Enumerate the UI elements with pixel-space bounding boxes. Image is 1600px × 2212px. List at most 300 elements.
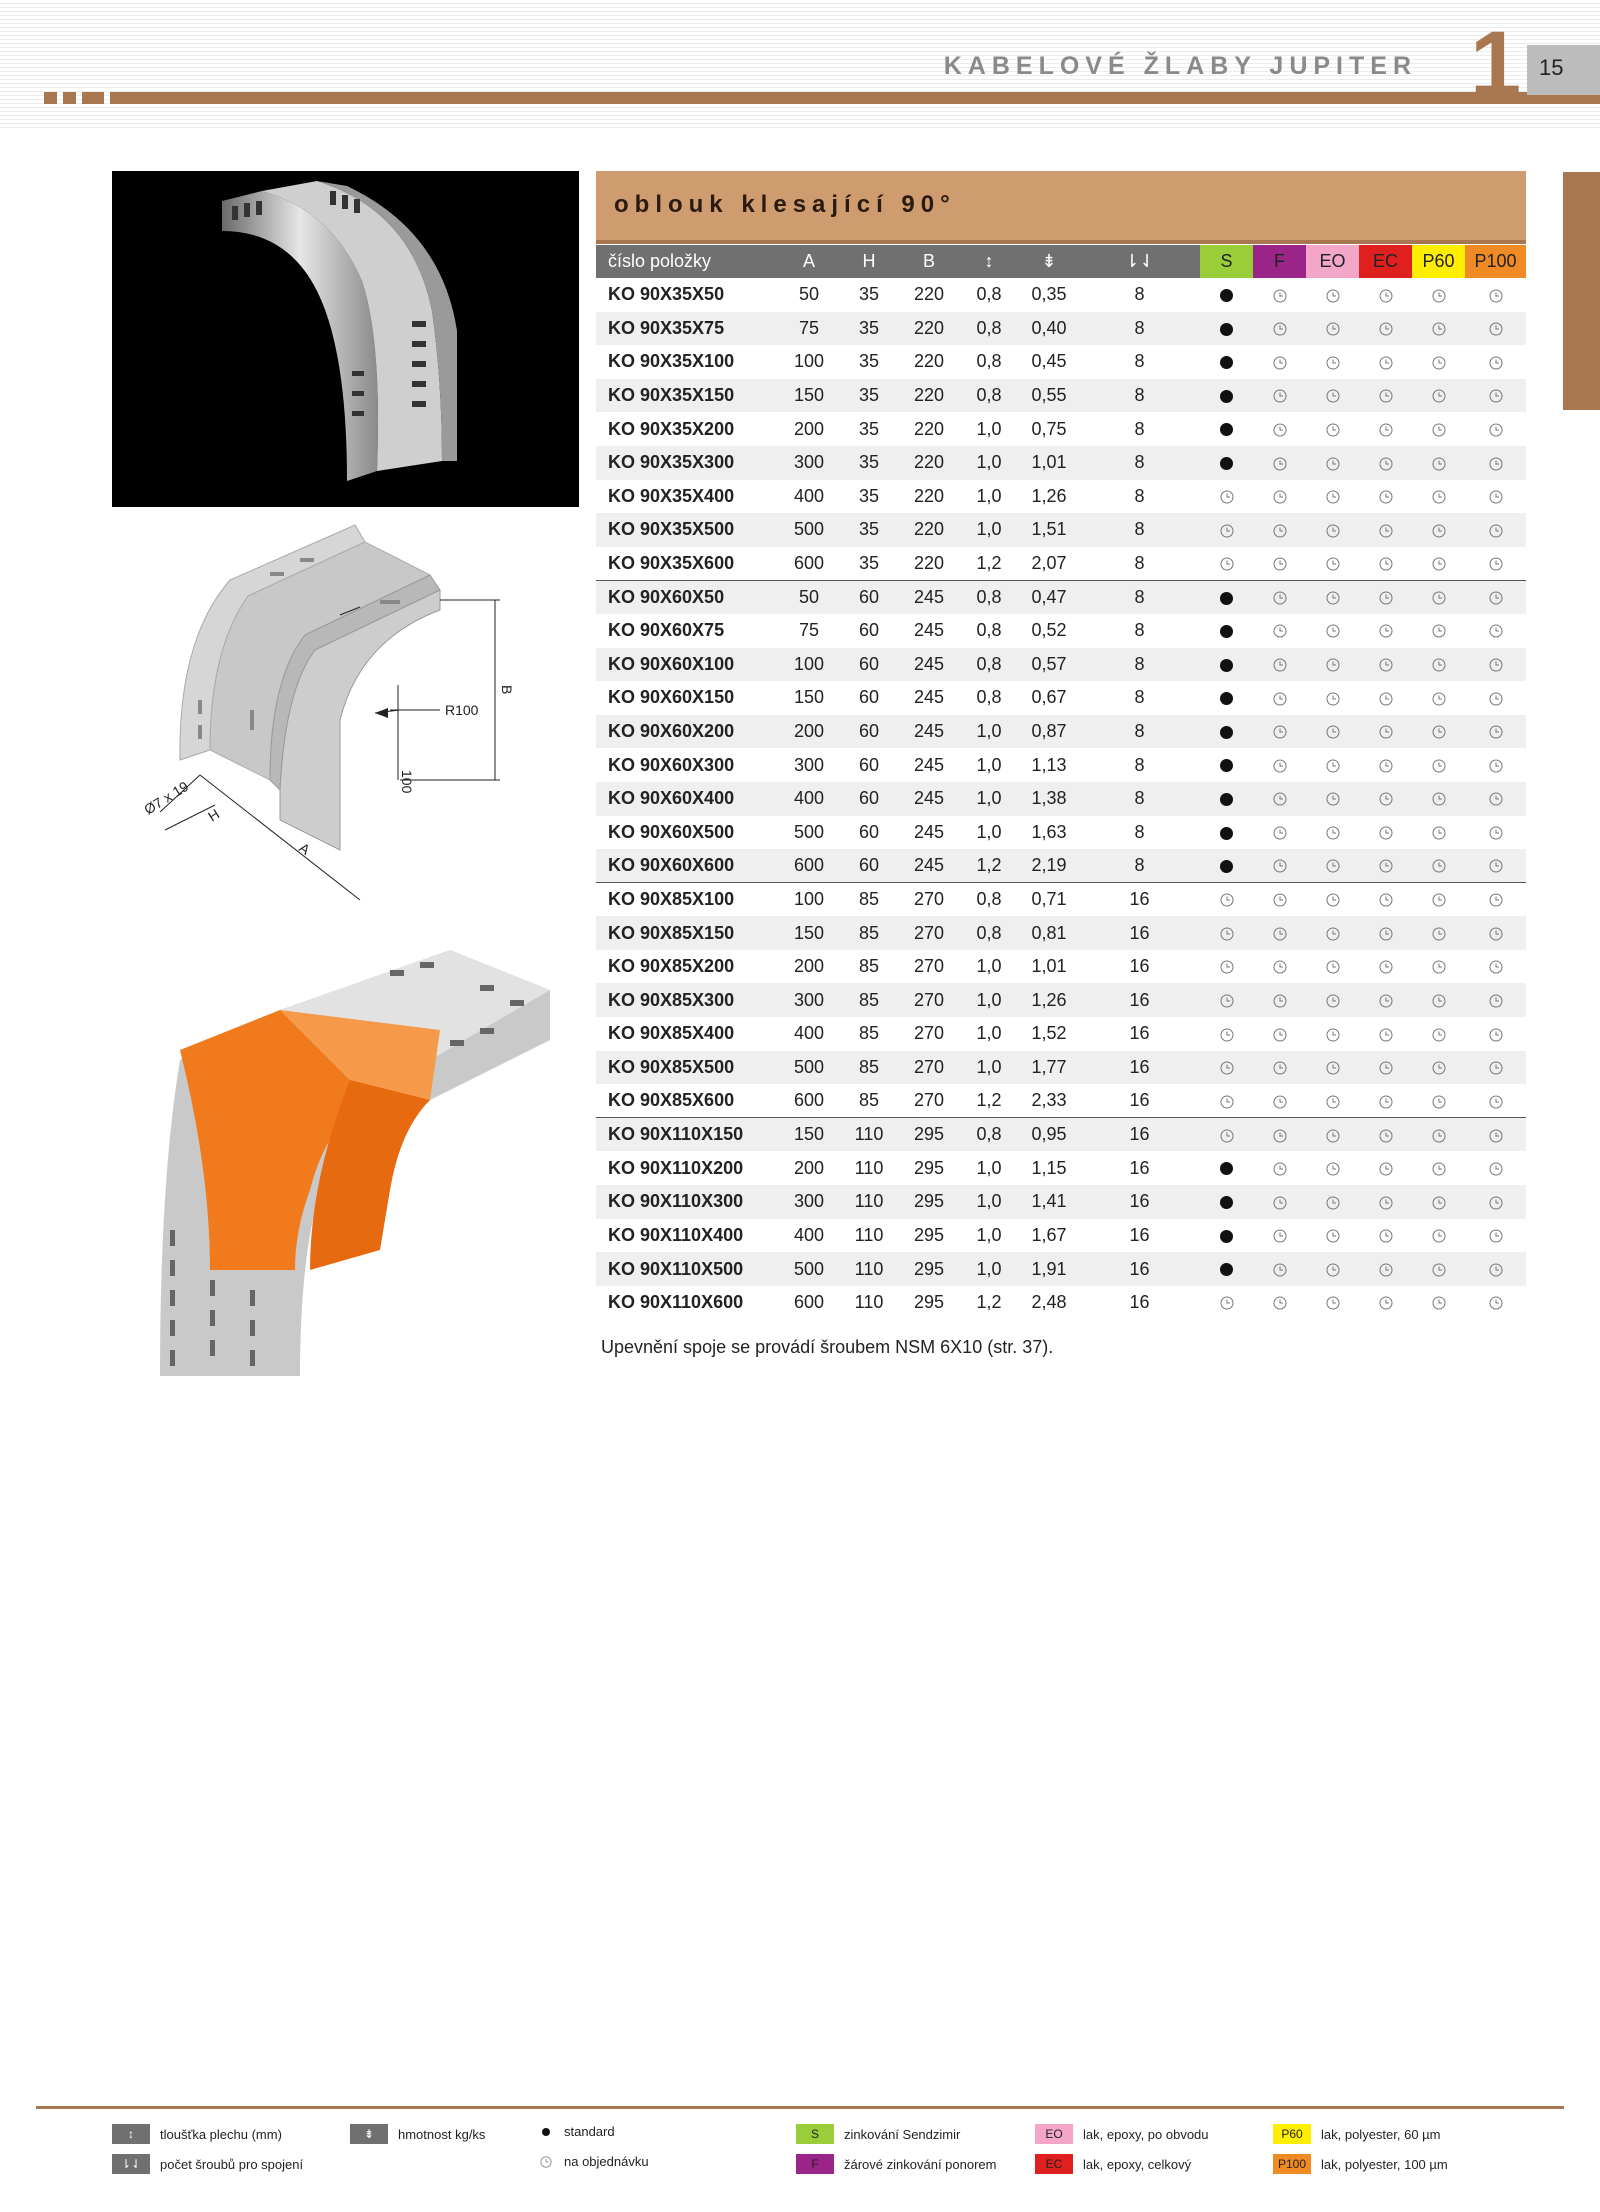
clock-icon: [1432, 1292, 1446, 1312]
cell-bolts: 8: [1079, 446, 1200, 480]
clock-icon: [1220, 990, 1234, 1010]
clock-icon: [1379, 1057, 1393, 1077]
cell-h: 60: [839, 648, 899, 682]
clock-icon: [1489, 990, 1503, 1010]
cell-bolts: 8: [1079, 782, 1200, 816]
clock-icon: [1326, 284, 1340, 304]
clock-icon: [1432, 956, 1446, 976]
clock-icon: [1379, 519, 1393, 539]
clock-icon: [1489, 318, 1503, 338]
clock-icon: [1273, 855, 1287, 875]
clock-icon: [1379, 956, 1393, 976]
clock-icon: [1326, 452, 1340, 472]
cell-ec: [1359, 1118, 1412, 1152]
cell-weight: 0,55: [1019, 379, 1079, 413]
clock-icon: [1273, 587, 1287, 607]
cell-h: 35: [858, 351, 880, 372]
cell-h: 35: [839, 312, 899, 346]
cell-thickness: 1,2: [976, 1292, 1002, 1313]
cell-f: [1253, 782, 1306, 816]
cell-h: 85: [839, 883, 899, 917]
cell-weight: 1,63: [1031, 821, 1067, 842]
dot-icon: [532, 2128, 560, 2136]
clock-icon: [1379, 990, 1393, 1010]
clock-icon: [1432, 318, 1446, 338]
cell-code: KO 90X35X150: [596, 379, 779, 413]
cell-b: 220: [913, 485, 945, 506]
clock-icon: [1326, 889, 1340, 909]
cell-s: [1200, 1051, 1253, 1085]
cell-ec: [1359, 782, 1412, 816]
clock-icon: [532, 2156, 560, 2168]
table-row: [596, 412, 1526, 446]
cell-p100: [1465, 748, 1526, 782]
clock-icon: [1379, 1225, 1393, 1245]
cell-p100: [1465, 345, 1526, 379]
cell-code: KO 90X85X300: [596, 983, 779, 1017]
cell-a: 75: [779, 312, 839, 346]
cell-b: 245: [899, 715, 959, 749]
cell-f: [1253, 816, 1306, 850]
legend-p60: [1273, 2124, 1441, 2144]
cell-p100: [1465, 446, 1526, 480]
clock-icon: [1326, 1124, 1340, 1144]
dot-icon: [1220, 457, 1233, 470]
clock-icon: [1379, 755, 1393, 775]
cell-b: 220: [899, 446, 959, 480]
cell-weight: 0,81: [1019, 916, 1079, 950]
chapter-number: 1: [1470, 13, 1522, 115]
cell-thickness: 0,8: [976, 284, 1002, 305]
cell-p60: [1412, 446, 1465, 480]
cell-weight: 2,48: [1031, 1292, 1067, 1313]
cell-thickness: 0,8: [959, 1118, 1019, 1152]
clock-icon: [1489, 855, 1503, 875]
clock-icon: [1489, 889, 1503, 909]
cell-code: KO 90X110X300: [596, 1185, 779, 1219]
cell-f: [1253, 748, 1306, 782]
cell-s: [1200, 1286, 1253, 1320]
col-header-code: číslo položky: [596, 245, 779, 278]
cell-a: 400: [779, 782, 839, 816]
cell-weight: 0,47: [1019, 580, 1079, 614]
clock-icon: [1432, 889, 1446, 909]
clock-icon: [1489, 1292, 1503, 1312]
clock-icon: [1379, 620, 1393, 640]
cell-b: 270: [899, 1051, 959, 1085]
clock-icon: [1326, 654, 1340, 674]
cell-code: KO 90X60X100: [596, 648, 779, 682]
clock-icon: [1432, 519, 1446, 539]
cell-bolts: 8: [1134, 687, 1145, 708]
cell-f: [1253, 412, 1306, 446]
clock-icon: [1489, 519, 1503, 539]
cell-f: [1253, 983, 1306, 1017]
clock-icon: [1273, 486, 1287, 506]
legend-s-text: zinkování Sendzimir: [844, 2126, 961, 2142]
cell-ec: [1359, 278, 1412, 312]
cell-a: 200: [793, 1157, 825, 1178]
cell-f: [1253, 446, 1306, 480]
cell-f: [1253, 1017, 1306, 1051]
table-row: [596, 379, 1526, 413]
cell-eo: [1306, 312, 1359, 346]
clock-icon: [1220, 1292, 1234, 1312]
cell-bolts: 8: [1134, 351, 1145, 372]
cell-f: [1253, 883, 1306, 917]
cell-thickness: 1,0: [976, 485, 1002, 506]
cell-ec: [1359, 715, 1412, 749]
cell-thickness: 1,0: [959, 715, 1019, 749]
cell-a: 400: [793, 485, 825, 506]
clock-icon: [1379, 452, 1393, 472]
clock-icon: [1326, 788, 1340, 808]
cell-eo: [1306, 580, 1359, 614]
cell-ec: [1359, 312, 1412, 346]
cell-h: 35: [858, 284, 880, 305]
clock-icon: [1326, 755, 1340, 775]
table-row: [596, 1051, 1526, 1085]
legend-thickness: [112, 2124, 282, 2144]
clock-icon: [1273, 452, 1287, 472]
cell-bolts: 8: [1079, 379, 1200, 413]
cell-s: [1200, 614, 1253, 648]
cell-ec: [1359, 681, 1412, 715]
cell-a: 150: [793, 687, 825, 708]
clock-icon: [1273, 1124, 1287, 1144]
thickness-icon: ↕: [112, 2124, 150, 2144]
clock-icon: [1326, 419, 1340, 439]
cell-weight: 1,15: [1031, 1157, 1067, 1178]
cell-s: [1200, 983, 1253, 1017]
clock-icon: [1326, 1292, 1340, 1312]
cell-a: 200: [793, 418, 825, 439]
clock-icon: [1379, 1259, 1393, 1279]
cell-b: 295: [913, 1292, 945, 1313]
cell-h: 60: [839, 782, 899, 816]
cell-p100: [1465, 513, 1526, 547]
clock-icon: [1489, 654, 1503, 674]
legend-s: [796, 2124, 960, 2144]
cell-eo: [1306, 748, 1359, 782]
cell-a: 400: [793, 1023, 825, 1044]
clock-icon: [1273, 654, 1287, 674]
cell-eo: [1306, 883, 1359, 917]
legend-p100-text: lak, polyester, 100 µm: [1321, 2156, 1448, 2172]
cell-b: 295: [913, 1157, 945, 1178]
col-header-a: A: [779, 245, 839, 278]
cell-h: 110: [854, 1157, 884, 1178]
clock-icon: [1432, 654, 1446, 674]
cell-weight: 1,26: [1031, 485, 1067, 506]
cell-weight: 2,07: [1031, 552, 1067, 573]
table-row: [596, 816, 1526, 850]
table-body: [596, 278, 1526, 1319]
product-table: [596, 245, 1526, 1319]
cell-ec: [1359, 580, 1412, 614]
clock-icon: [1432, 351, 1446, 371]
section-title: oblouk klesající 90°: [614, 191, 956, 218]
clock-icon: [1273, 519, 1287, 539]
table-row: [596, 916, 1526, 950]
cell-eo: [1306, 983, 1359, 1017]
cell-f: [1253, 681, 1306, 715]
cell-f: [1253, 1151, 1306, 1185]
cell-h: 60: [839, 580, 899, 614]
legend-ec-text: lak, epoxy, celkový: [1083, 2156, 1192, 2172]
cell-eo: [1306, 1118, 1359, 1152]
cell-thickness: 1,0: [959, 1185, 1019, 1219]
cell-p60: [1412, 1084, 1465, 1118]
clock-icon: [1379, 889, 1393, 909]
cell-eo: [1306, 1017, 1359, 1051]
cell-s: [1200, 748, 1253, 782]
cell-s: [1200, 1151, 1253, 1185]
clock-icon: [1489, 1057, 1503, 1077]
clock-icon: [1432, 486, 1446, 506]
cell-thickness: 1,2: [959, 849, 1019, 883]
cell-b: 245: [913, 687, 945, 708]
cell-b: 245: [899, 782, 959, 816]
cell-code: KO 90X60X50: [596, 580, 779, 614]
cell-ec: [1359, 379, 1412, 413]
cell-p100: [1465, 1051, 1526, 1085]
weight-icon: ⇟: [350, 2124, 388, 2144]
cell-p100: [1465, 379, 1526, 413]
dimension-h-label: H: [205, 805, 223, 825]
cell-p100: [1465, 983, 1526, 1017]
cell-code: KO 90X60X200: [596, 715, 779, 749]
clock-icon: [1489, 1090, 1503, 1110]
clock-icon: [1379, 1023, 1393, 1043]
clock-icon: [1379, 721, 1393, 741]
cell-p100: [1465, 715, 1526, 749]
cell-weight: 1,26: [1019, 983, 1079, 1017]
cell-code: KO 90X85X500: [596, 1051, 779, 1085]
cell-p100: [1465, 480, 1526, 514]
clock-icon: [1326, 855, 1340, 875]
clock-icon: [1379, 419, 1393, 439]
cell-b: 220: [899, 379, 959, 413]
cell-a: 300: [779, 1185, 839, 1219]
f-badge: F: [796, 2154, 834, 2174]
clock-icon: [1326, 385, 1340, 405]
cell-ec: [1359, 1084, 1412, 1118]
cell-p60: [1412, 883, 1465, 917]
clock-icon: [1432, 452, 1446, 472]
table-row: [596, 614, 1526, 648]
cell-f: [1253, 614, 1306, 648]
cell-p100: [1465, 278, 1526, 312]
cell-p100: [1465, 782, 1526, 816]
clock-icon: [1432, 687, 1446, 707]
legend-order: [532, 2154, 649, 2169]
clock-icon: [1273, 687, 1287, 707]
cell-weight: 0,40: [1019, 312, 1079, 346]
cell-p60: [1412, 580, 1465, 614]
cell-h: 110: [854, 1224, 884, 1245]
clock-icon: [1220, 956, 1234, 976]
cell-eo: [1306, 1286, 1359, 1320]
cell-ec: [1359, 1252, 1412, 1286]
cell-s: [1200, 345, 1253, 379]
cell-weight: 1,13: [1031, 754, 1067, 775]
cell-p60: [1412, 614, 1465, 648]
clock-icon: [1379, 284, 1393, 304]
clock-icon: [1220, 889, 1234, 909]
dot-icon: [1220, 759, 1233, 772]
p100-badge: P100: [1273, 2154, 1311, 2174]
cell-s: [1200, 1219, 1253, 1253]
cell-b: 245: [899, 648, 959, 682]
clock-icon: [1326, 318, 1340, 338]
cell-thickness: 1,2: [976, 552, 1002, 573]
clock-icon: [1326, 351, 1340, 371]
cell-bolts: 16: [1129, 1224, 1150, 1245]
cell-a: 600: [793, 552, 825, 573]
legend-eo-text: lak, epoxy, po obvodu: [1083, 2126, 1209, 2142]
cell-thickness: 1,0: [976, 1224, 1002, 1245]
table-row: [596, 1084, 1526, 1118]
cell-a: 500: [779, 1051, 839, 1085]
cell-thickness: 0,8: [959, 648, 1019, 682]
cell-bolts: 16: [1079, 1252, 1200, 1286]
cell-p100: [1465, 1185, 1526, 1219]
cell-f: [1253, 1219, 1306, 1253]
cell-code: KO 90X35X75: [596, 312, 779, 346]
cell-s: [1200, 849, 1253, 883]
cell-s: [1200, 580, 1253, 614]
cell-a: 200: [779, 715, 839, 749]
col-header-s: S: [1200, 245, 1253, 278]
cell-thickness: 0,8: [976, 687, 1002, 708]
cell-p100: [1465, 547, 1526, 581]
dot-icon: [1220, 1162, 1233, 1175]
dot-icon: [1220, 659, 1233, 672]
cell-h: 60: [858, 821, 880, 842]
dot-icon: [1220, 390, 1233, 403]
clock-icon: [1273, 553, 1287, 573]
legend-f: [796, 2154, 996, 2174]
cell-code: KO 90X60X300: [608, 754, 735, 775]
cell-b: 295: [899, 1252, 959, 1286]
bolts-icon: ⇂⇃: [112, 2154, 150, 2174]
cell-weight: 0,57: [1019, 648, 1079, 682]
cell-code: KO 90X60X600: [596, 849, 779, 883]
cell-s: [1200, 782, 1253, 816]
clock-icon: [1489, 1259, 1503, 1279]
clock-icon: [1489, 755, 1503, 775]
cell-bolts: 16: [1129, 1090, 1150, 1111]
radius-label: R100: [445, 702, 479, 718]
dot-icon: [1220, 726, 1233, 739]
cell-code: KO 90X35X600: [608, 552, 735, 573]
cell-h: 60: [858, 754, 880, 775]
cell-f: [1253, 950, 1306, 984]
clock-icon: [1326, 822, 1340, 842]
cell-code: KO 90X60X500: [608, 821, 735, 842]
clock-icon: [1326, 1259, 1340, 1279]
clock-icon: [1273, 284, 1287, 304]
clock-icon: [1489, 788, 1503, 808]
cell-eo: [1306, 446, 1359, 480]
dot-icon: [1220, 1263, 1233, 1276]
clock-icon: [1273, 318, 1287, 338]
cell-weight: 1,01: [1019, 446, 1079, 480]
cell-thickness: 0,8: [976, 351, 1002, 372]
cell-p100: [1465, 916, 1526, 950]
clock-icon: [1489, 1023, 1503, 1043]
cell-h: 110: [839, 1185, 899, 1219]
table-row: [596, 1151, 1526, 1185]
clock-icon: [1489, 721, 1503, 741]
table-row: [596, 1286, 1526, 1320]
clock-icon: [1489, 923, 1503, 943]
table-row: [596, 1118, 1526, 1152]
cell-b: 270: [899, 983, 959, 1017]
cell-h: 35: [858, 485, 880, 506]
clock-icon: [1379, 1158, 1393, 1178]
cell-ec: [1359, 1286, 1412, 1320]
legend-bolts: [112, 2154, 303, 2174]
cell-f: [1253, 1252, 1306, 1286]
cell-h: 85: [839, 916, 899, 950]
s-badge: S: [796, 2124, 834, 2144]
table-row: [596, 748, 1526, 782]
cell-b: 220: [899, 312, 959, 346]
clock-icon: [1220, 1023, 1234, 1043]
cell-ec: [1359, 1151, 1412, 1185]
clock-icon: [1273, 755, 1287, 775]
cell-f: [1253, 1286, 1306, 1320]
cell-p60: [1412, 547, 1465, 581]
dot-icon: [1220, 289, 1233, 302]
clock-icon: [1379, 923, 1393, 943]
cell-f: [1253, 849, 1306, 883]
cell-ec: [1359, 614, 1412, 648]
clock-icon: [1273, 1225, 1287, 1245]
clock-icon: [1273, 419, 1287, 439]
ec-badge: EC: [1035, 2154, 1073, 2174]
clock-icon: [1273, 351, 1287, 371]
cell-bolts: 8: [1079, 648, 1200, 682]
cell-h: 60: [858, 620, 880, 641]
clock-icon: [1273, 721, 1287, 741]
cell-p60: [1412, 983, 1465, 1017]
cell-code: KO 90X35X200: [608, 418, 735, 439]
cell-ec: [1359, 816, 1412, 850]
clock-icon: [1489, 351, 1503, 371]
cell-ec: [1359, 412, 1412, 446]
cell-eo: [1306, 278, 1359, 312]
clock-icon: [1489, 284, 1503, 304]
clock-icon: [1432, 788, 1446, 808]
clock-icon: [1326, 956, 1340, 976]
clock-icon: [1220, 1090, 1234, 1110]
cell-f: [1253, 547, 1306, 581]
cell-a: 300: [779, 983, 839, 1017]
p60-badge: P60: [1273, 2124, 1311, 2144]
cell-a: 600: [779, 849, 839, 883]
dot-icon: [1220, 860, 1233, 873]
dot-icon: [1220, 423, 1233, 436]
cell-eo: [1306, 1185, 1359, 1219]
cell-p100: [1465, 883, 1526, 917]
clock-icon: [1489, 620, 1503, 640]
cell-bolts: 8: [1134, 552, 1145, 573]
dot-icon: [1220, 827, 1233, 840]
dot-icon: [1220, 1230, 1233, 1243]
